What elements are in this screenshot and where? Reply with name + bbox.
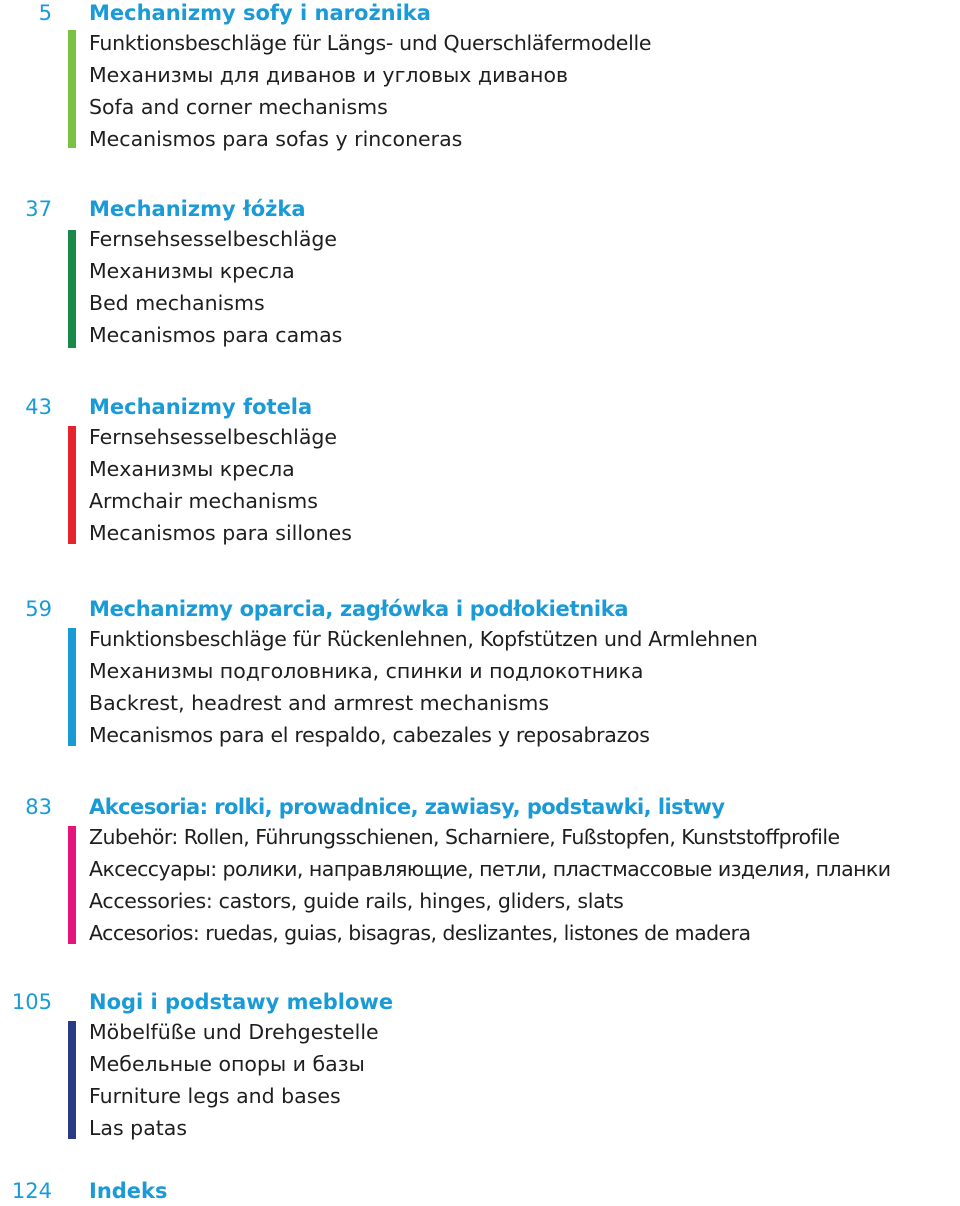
color-bar: [68, 426, 76, 544]
subtitle-en: Armchair mechanisms: [89, 489, 318, 513]
section-title[interactable]: Nogi i podstawy meblowe: [89, 990, 394, 1014]
subtitle-es: Mecanismos para sofas y rinconeras: [89, 127, 463, 151]
subtitle-ru: Механизмы для диванов и угловых диванов: [89, 63, 569, 87]
subtitle-es: Las patas: [89, 1116, 188, 1140]
section-title[interactable]: Akcesoria: rolki, prowadnice, zawiasy, podstawki, listwy: [89, 795, 725, 819]
color-bar: [68, 1021, 76, 1139]
color-bar: [68, 628, 76, 746]
subtitle-de: Funktionsbeschläge für Längs- und Querschläfermodelle: [89, 31, 652, 55]
subtitle-es: Mecanismos para sillones: [89, 521, 352, 545]
page-number: 124: [11, 1179, 52, 1203]
subtitle-en: Sofa and corner mechanisms: [89, 95, 388, 119]
subtitle-de: Fernsehsesselbeschläge: [89, 425, 338, 449]
section-title[interactable]: Mechanizmy fotela: [89, 395, 313, 419]
subtitle-en: Accessories: castors, guide rails, hinges, gliders, slats: [89, 889, 624, 913]
page-number: 83: [25, 795, 52, 819]
page-number: 59: [25, 597, 52, 621]
subtitle-ru: Аксессуары: ролики, направляющие, петли, пластмассовые изделия, планки: [89, 857, 891, 881]
subtitle-ru: Механизмы кресла: [89, 259, 295, 283]
page-number: 105: [11, 990, 52, 1014]
page-number: 5: [38, 1, 52, 25]
subtitle-de: Zubehör: Rollen, Führungsschienen, Scharniere, Fußstopfen, Kunststoffprofile: [89, 825, 840, 849]
subtitle-ru: Мебельные опоры и базы: [89, 1052, 365, 1076]
subtitle-ru: Механизмы кресла: [89, 457, 295, 481]
subtitle-ru: Механизмы подголовника, спинки и подлокотника: [89, 659, 644, 683]
page-number: 37: [25, 197, 52, 221]
subtitle-en: Backrest, headrest and armrest mechanisms: [89, 691, 550, 715]
section-title[interactable]: Mechanizmy sofy i narożnika: [89, 1, 431, 25]
section-title[interactable]: Mechanizmy łóżka: [89, 197, 306, 221]
subtitle-es: Mecanismos para el respaldo, cabezales y reposabrazos: [89, 723, 650, 747]
subtitle-es: Accesorios: ruedas, guias, bisagras, deslizantes, listones de madera: [89, 921, 751, 945]
subtitle-de: Funktionsbeschläge für Rückenlehnen, Kopfstützen und Armlehnen: [89, 627, 758, 651]
subtitle-es: Mecanismos para camas: [89, 323, 343, 347]
subtitle-en: Bed mechanisms: [89, 291, 265, 315]
section-title[interactable]: Mechanizmy oparcia, zagłówka i podłokietnika: [89, 597, 629, 621]
subtitle-en: Furniture legs and bases: [89, 1084, 341, 1108]
color-bar: [68, 826, 76, 944]
section-title[interactable]: Indeks: [89, 1179, 168, 1203]
subtitle-de: Möbelfüße und Drehgestelle: [89, 1020, 379, 1044]
color-bar: [68, 30, 76, 148]
page-number: 43: [25, 395, 52, 419]
color-bar: [68, 230, 76, 348]
subtitle-de: Fernsehsesselbeschläge: [89, 227, 338, 251]
